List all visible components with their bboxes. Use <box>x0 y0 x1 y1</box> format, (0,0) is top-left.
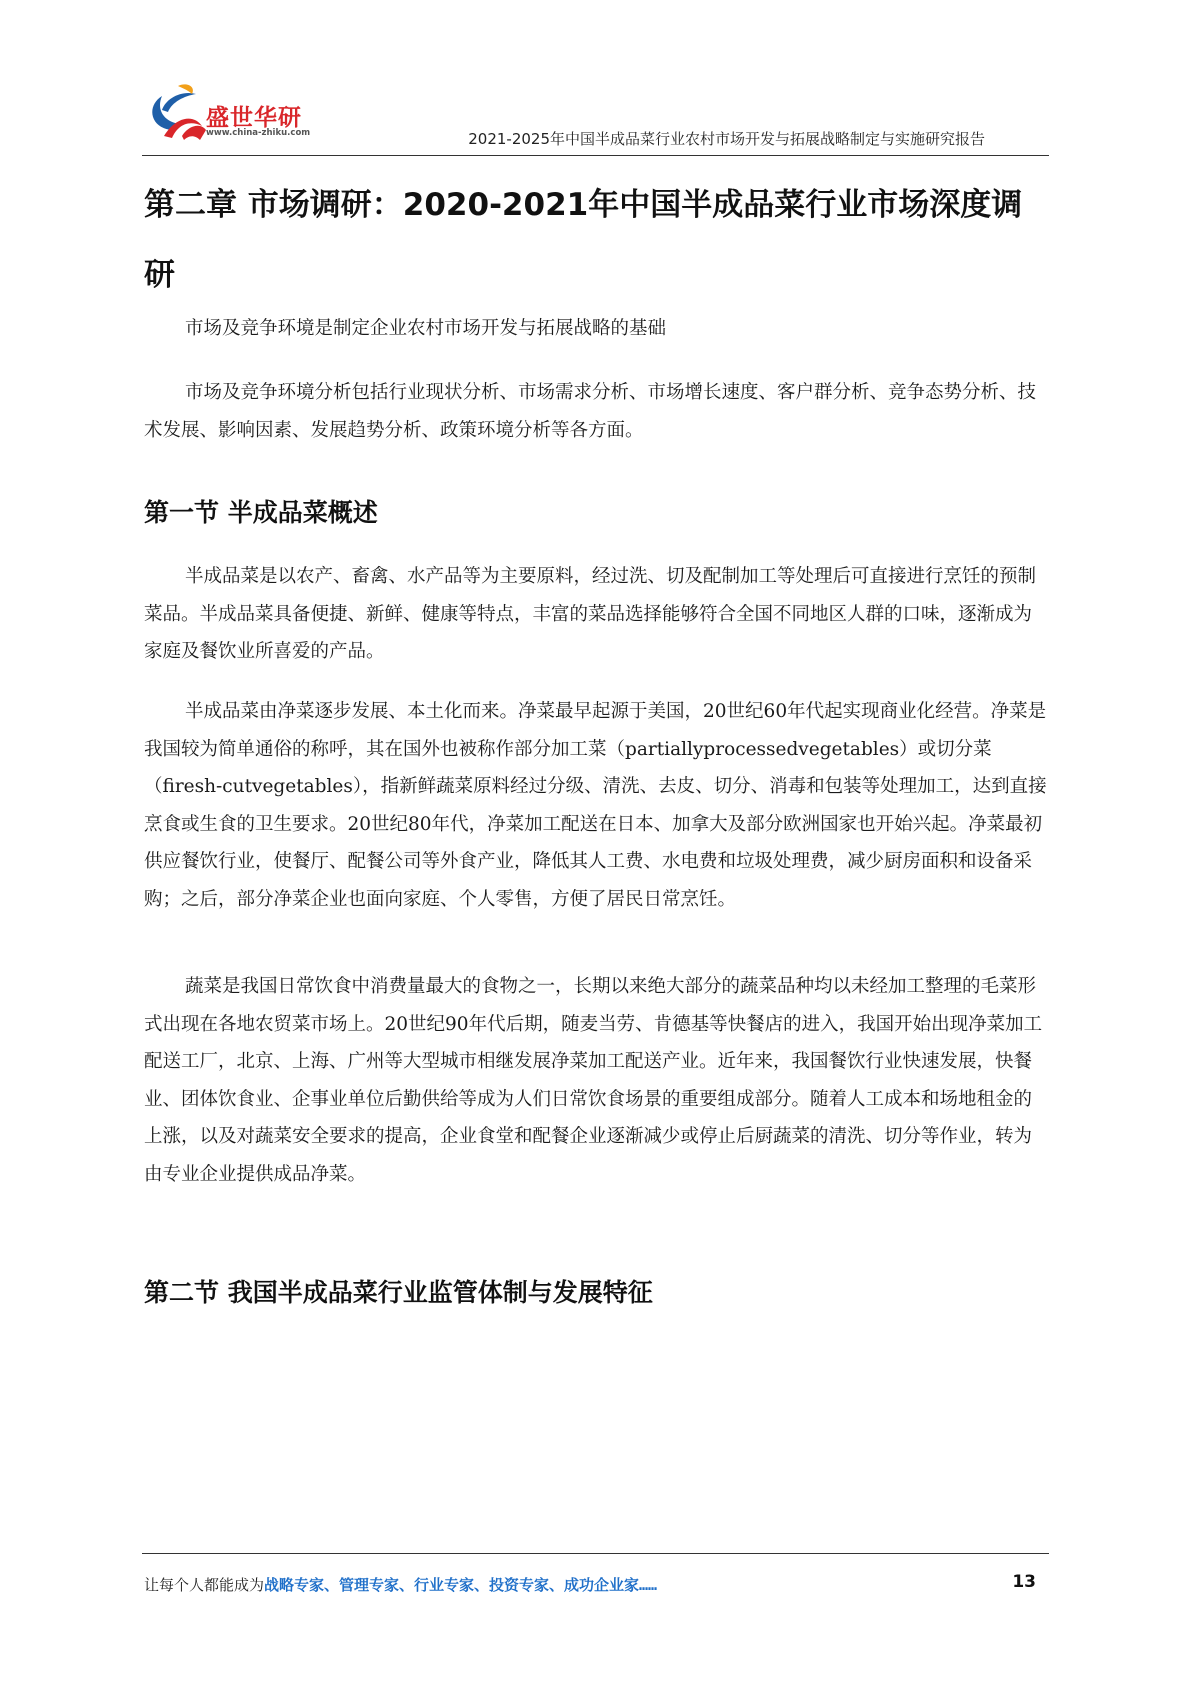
footer-divider <box>142 1553 1049 1554</box>
section-2-title: 第二节 我国半成品菜行业监管体制与发展特征 <box>144 1278 653 1307</box>
header-divider <box>142 155 1049 156</box>
section-1-title: 第一节 半成品菜概述 <box>144 498 378 527</box>
report-header-title: 2021-2025年中国半成品菜行业农村市场开发与拓展战略制定与实施研究报告 <box>468 130 985 148</box>
section-1-paragraph-3: 蔬菜是我国日常饮食中消费量最大的食物之一，长期以来绝大部分的蔬菜品种均以未经加工整理的毛菜形式出现在各地农贸菜市场上。20世纪90年代后期，随麦当劳、肯德基等快餐店的进入，我国开始出现净菜加工配送工厂，北京、上海、广州等大型城市相继发展净菜加工配送产业。近年来，我国餐饮行业快速发展，快餐业、团体饮食业、企事业单位后勤供给等成为人们日常饮食场景的重要组成部分。随着人工成本和场地租金的上涨，以及对蔬菜安全要求的提高，企业食堂和配餐企业逐渐减少或停止后厨蔬菜的清洗、切分等作业，转为由专业企业提供成品净菜。 <box>144 976 1043 1185</box>
logo-url: www.china-zhiku.com <box>206 128 311 138</box>
section-1-paragraph-2: 半成品菜由净菜逐步发展、本土化而来。净菜最早起源于美国，20世纪60年代起实现商业化经营。净菜是我国较为简单通俗的称呼，其在国外也被称作部分加工菜（partiallyprocessedvegetables）或切分菜（firesh-cutvegetables），指新鲜蔬菜原料经过分级、清洗、去皮、切分、消毒和包装等处理加工，达到直接烹食或生食的卫生要求。20世纪80年代，净菜加工配送在日本、加拿大及部分欧洲国家也开始兴起。净菜最初供应餐饮行业，使餐厅、配餐公司等外食产业，降低其人工费、水电费和垃圾处理费，减少厨房面积和设备采购；之后，部分净菜企业也面向家庭、个人零售，方便了居民日常烹饪。 <box>144 701 1047 910</box>
page-number: 13 <box>1012 1572 1036 1592</box>
logo-brand-name: 盛世华研 <box>206 105 302 131</box>
footer-slogan-highlight: 战略专家、管理专家、行业专家、投资专家、成功企业家…… <box>264 1576 658 1594</box>
intro-paragraph-1: 市场及竞争环境是制定企业农村市场开发与拓展战略的基础 <box>185 318 667 339</box>
footer-slogan-prefix: 让每个人都能成为 <box>144 1576 265 1594</box>
section-1-paragraph-1: 半成品菜是以农产、畜禽、水产品等为主要原料，经过洗、切及配制加工等处理后可直接进行烹饪的预制菜品。半成品菜具备便捷、新鲜、健康等特点，丰富的菜品选择能够符合全国不同地区人群的口味，逐渐成为家庭及餐饮业所喜爱的产品。 <box>144 566 1037 662</box>
footer-slogan <box>144 1574 657 1595</box>
intro-paragraph-2: 市场及竞争环境分析包括行业现状分析、市场需求分析、市场增长速度、客户群分析、竞争态势分析、技术发展、影响因素、发展趋势分析、政策环境分析等各方面。 <box>144 382 1037 441</box>
chapter-title: 第二章 市场调研：2020-2021年中国半成品菜行业市场深度调研 <box>144 187 1023 293</box>
